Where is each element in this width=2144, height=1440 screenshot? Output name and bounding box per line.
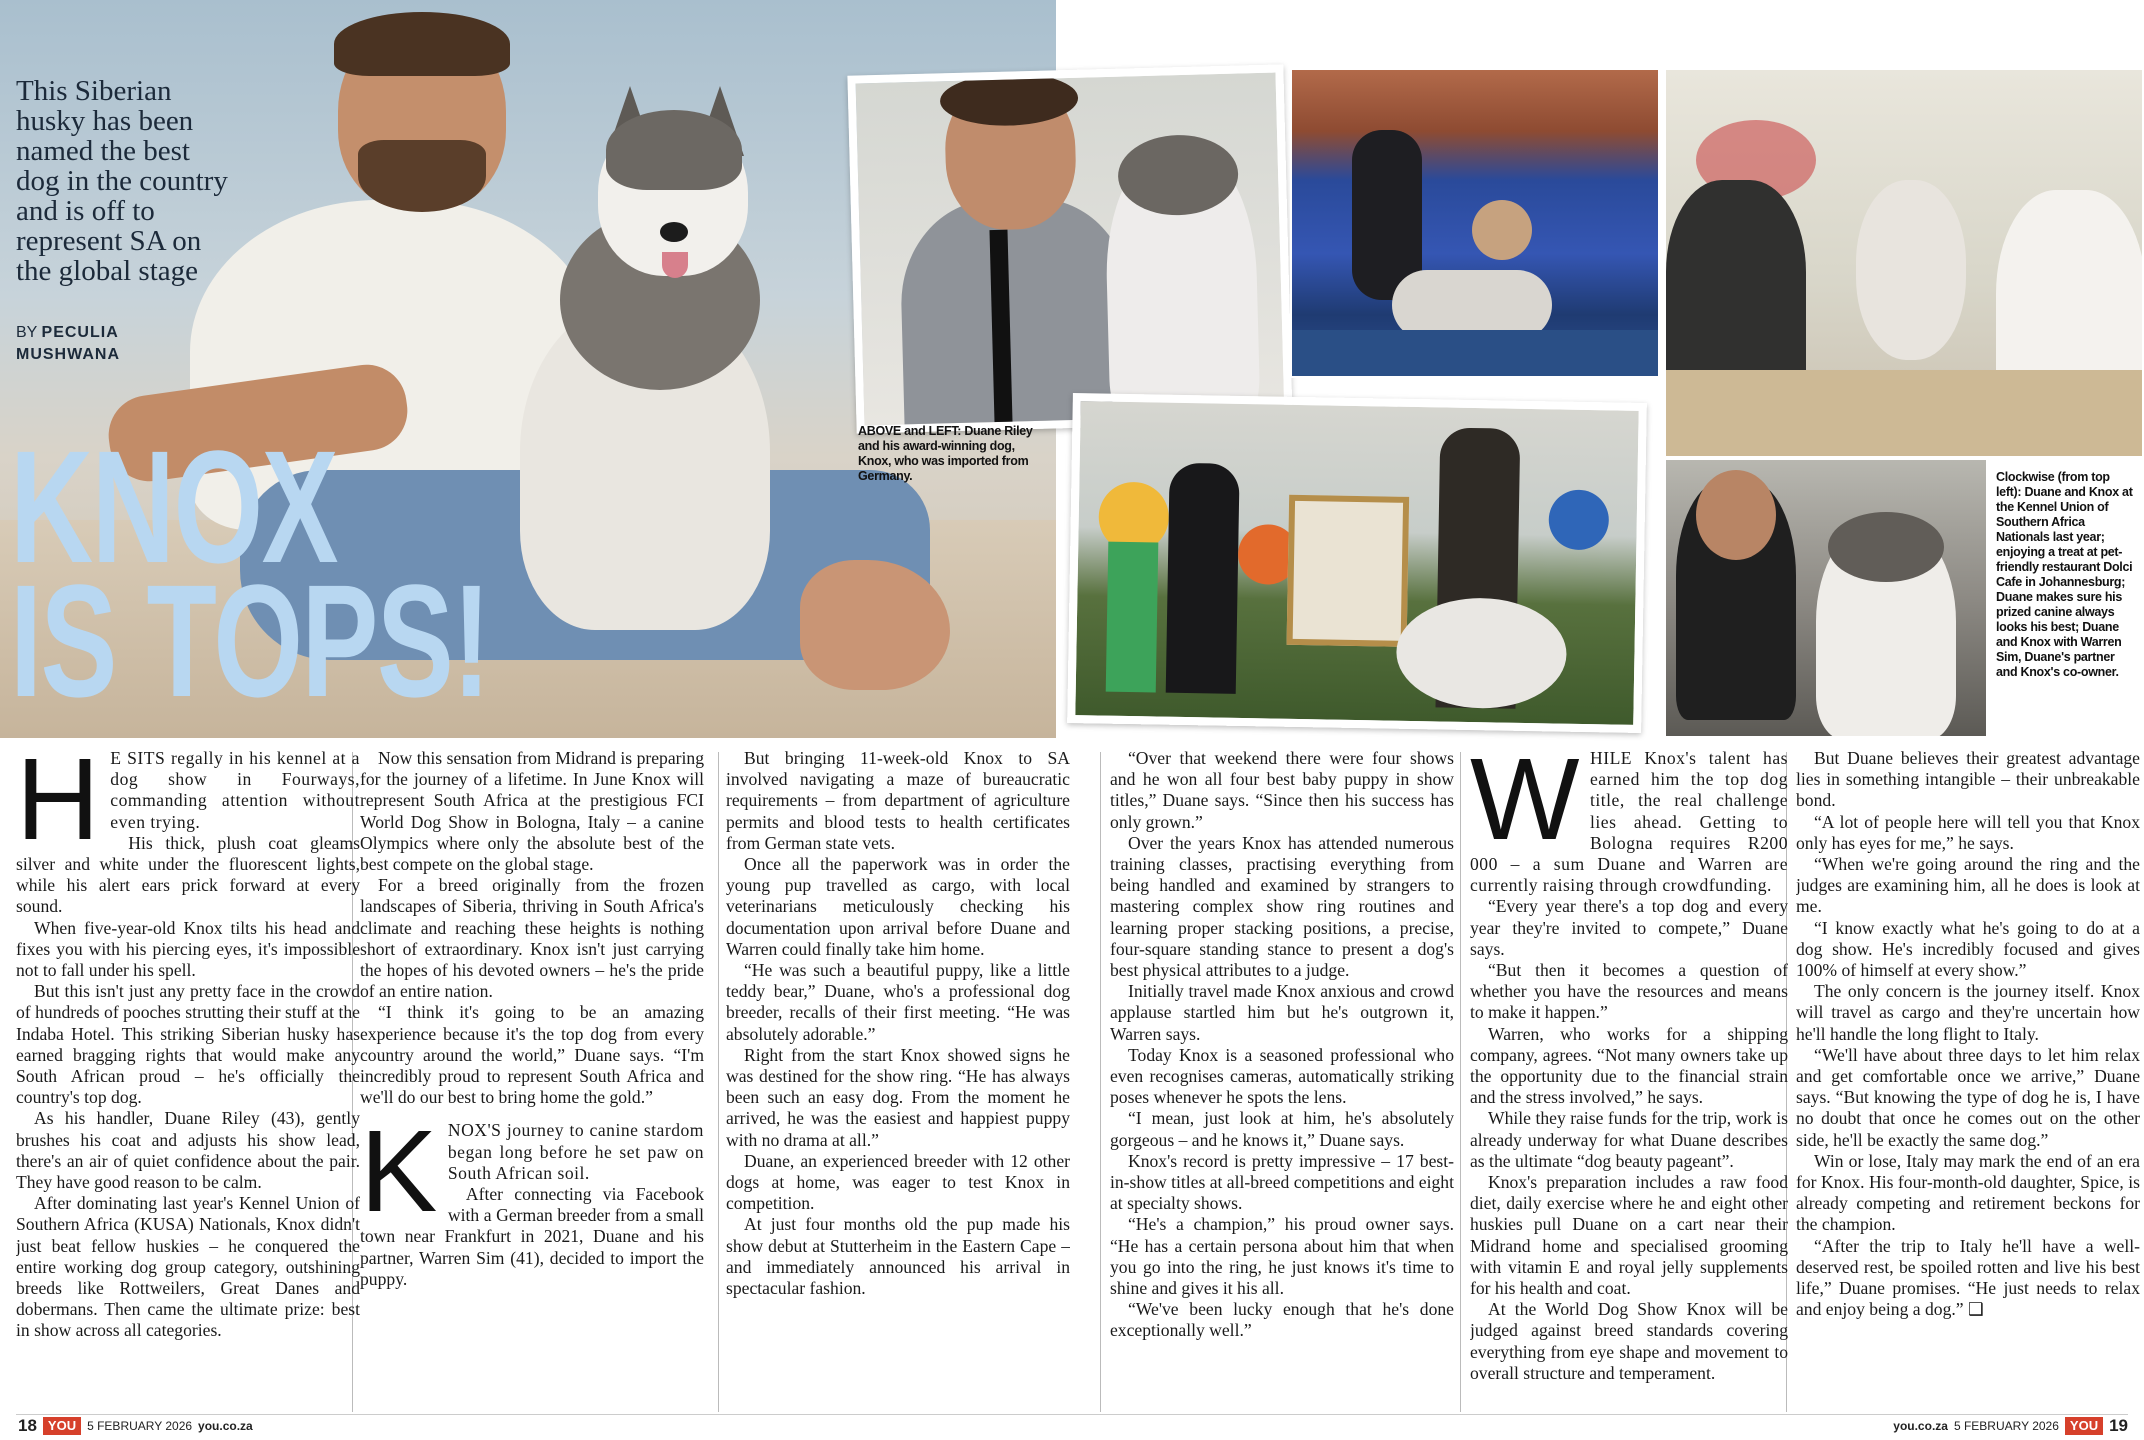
column-rule: [1100, 752, 1101, 1412]
page-number: 18: [18, 1416, 37, 1435]
article-paragraph: “But then it becomes a question of whether you have the resources and means to make it happen.”: [1470, 960, 1788, 1023]
article-paragraph: Today Knox is a seasoned professional who even recognises cameras, automatically striking poses whenever he spots the lens.: [1110, 1044, 1454, 1108]
article-paragraph: But this isn't just any pretty face in the crowd of hundreds of pooches strutting their stuff at the Indaba Hotel. This striking Siberian husky has earned bragging rights that would make any South African proud – he's officially the country's top dog.: [16, 981, 360, 1108]
site-url: you.co.za: [1893, 1419, 1948, 1433]
column-rule: [1460, 752, 1461, 1412]
article-paragraph: Over the years Knox has attended numerous training classes, practising everything from being handled and examined by strangers to mastering complex show ring routines and learning proper stacking positions, a precise, four-square standing stance to present a dog's best physical attributes to a judge.: [1110, 832, 1454, 981]
article-paragraph: Once all the paperwork was in order the young pup travelled as cargo, with local veterinarians meticulously checking his documentation upon arrival before Duane and Warren could finally take him home.: [726, 854, 1070, 959]
article-paragraph: For a breed originally from the frozen landscapes of Siberia, thriving in South Africa's climate and reaching these heights is nothing short of extraordinary. Knox isn't just carrying the hopes of his devoted owners – he's the pride of an entire nation.: [360, 875, 704, 1002]
brand-tag: YOU: [2065, 1417, 2103, 1435]
article-paragraph: “He's a champion,” his proud owner says. “He has a certain persona about him that when you go into the ring, he just knows it's time to shine and gives it his all.: [1110, 1214, 1454, 1299]
article-paragraph: After connecting via Facebook with a German breeder from a small town near Frankfurt in 2021, Duane and his partner, Warren Sim (41), decided to import the puppy.: [360, 1184, 704, 1289]
article-column-3: [726, 748, 1070, 1412]
article-paragraph: Win or lose, Italy may mark the end of an era for Knox. His four-month-old daughter, Spice, is already competing and retirement beckons for the champion.: [1796, 1150, 2140, 1235]
article-column-6: [1796, 748, 2140, 1412]
article-paragraph: KNOX'S journey to canine stardom began long before he set paw on South African soil.: [360, 1106, 704, 1237]
site-url: you.co.za: [198, 1419, 253, 1433]
column-rule: [718, 752, 719, 1412]
article-paragraph: While they raise funds for the trip, work is already underway for what Duane describes as the ultimate “dog beauty pageant”.: [1470, 1108, 1788, 1171]
issue-date: 5 FEBRUARY 2026: [1953, 1419, 2059, 1433]
drop-cap: K: [360, 1106, 438, 1237]
article-paragraph: “I mean, just look at him, he's absolutely gorgeous – and he knows it,” Duane says.: [1110, 1108, 1454, 1150]
article-paragraph: But bringing 11-week-old Knox to SA involved navigating a maze of bureaucratic requirements – from department of agriculture permits and blood tests to health certificates from German state vets.: [726, 748, 1070, 853]
headline-line-2: IS TOPS!: [10, 551, 490, 730]
photo-caption-left: ABOVE and LEFT: Duane Riley and his award-winning dog, Knox, who was imported from Germany.: [858, 424, 1033, 483]
article-paragraph: H E SITS regally in his kennel at a dog show in Fourways, commanding attention without even trying.: [16, 748, 360, 864]
article-paragraph: His thick, plush coat gleams silver and white under the fluorescent lights, while his alert ears prick forward at every sound.: [16, 832, 360, 917]
article-paragraph: As his handler, Duane Riley (43), gently brushes his coat and adjusts his show lead, there's an air of quiet confidence about the pair. They have good reason to be calm.: [16, 1108, 360, 1193]
article-paragraph: Right from the start Knox showed signs he was destined for the show ring. “He has always been such an easy dog. From the moment he arrived, he was the easiest and happiest puppy with no drama at all.”: [726, 1044, 1070, 1150]
photo-dolci-cafe: [1664, 68, 2144, 458]
page-number: 19: [2109, 1416, 2128, 1435]
article-paragraph: Now this sensation from Midrand is preparing for the journey of a lifetime. In June Knox will represent South Africa at the prestigious FCI World Dog Show in Bologna, Italy – a canine Olympics where only the absolute best of the best compete on the global stage.: [360, 748, 704, 875]
article-column-5: [1470, 748, 1788, 1412]
article-paragraph: “A lot of people here will tell you that Knox only has eyes for me,” he says.: [1796, 811, 2140, 853]
brand-tag: YOU: [43, 1417, 81, 1435]
photo-portrait-duane-knox: [847, 64, 1292, 433]
photo-rosettes: [1067, 393, 1647, 733]
issue-date: 5 FEBRUARY 2026: [87, 1419, 193, 1433]
article-paragraph: Duane, an experienced breeder with 12 other dogs at home, was eager to test Knox in competition.: [726, 1150, 1070, 1214]
footer-left: [18, 1416, 253, 1436]
byline-prefix: BY: [16, 324, 38, 341]
article-paragraph: Initially travel made Knox anxious and crowd applause startled him but he's outgrown it, Warren says.: [1110, 981, 1454, 1044]
footer-right: [1893, 1416, 2128, 1436]
article-paragraph: “I know exactly what he's going to do at a dog show. He's incredibly focused and gives 100% of himself at every show.”: [1796, 917, 2140, 981]
photo-grooming: [1664, 458, 1988, 738]
article-paragraph: “He was such a beautiful puppy, like a little teddy bear,” Duane, who's a professional dog breeder, recalls of their first meeting. “He was absolutely adorable.”: [726, 960, 1070, 1044]
article-paragraph: “We've been lucky enough that he's done exceptionally well.”: [1110, 1299, 1454, 1341]
article-paragraph: When five-year-old Knox tilts his head and fixes you with his piercing eyes, it's impossible not to fall under his spell.: [16, 917, 360, 981]
article-paragraph: “Every year there's a top dog and every year they're invited to compete,” Duane says.: [1470, 896, 1788, 959]
headline: [10, 417, 490, 730]
drop-cap: W: [1470, 748, 1580, 864]
byline-author: PECULIA MUSHWANA: [16, 324, 120, 363]
article-paragraph: “We'll have about three days to let him relax and get comfortable once we arrive,” Duane says. “But knowing the type of dog he is, I have no doubt that once he comes out on the other side, he'll be exactly the same dog.”: [1796, 1044, 2140, 1150]
article-paragraph: “I think it's going to be an amazing experience because it's the top dog from every country around the world,” Duane says. “I'm incredibly proud to represent South Africa and we'll do our best to bring home the gold.”: [360, 1002, 704, 1108]
article-paragraph: “After the trip to Italy he'll have a well-deserved rest, be spoiled rotten and live his best life,” Duane promises. “He just needs to relax and enjoy being a dog.” ❑: [1796, 1235, 2140, 1320]
article-paragraph: After dominating last year's Kennel Union of Southern Africa (KUSA) Nationals, Knox didn't just beat fellow huskies – he conquered the entire working dog group category, outshining breeds like Rottweilers, Great Danes and dobermans. Then came the ultimate prize: best in show across all categories.: [16, 1193, 360, 1341]
article-paragraph: Knox's record is pretty impressive – 17 best-in-show titles at all-breed competitions and eight at specialty shows.: [1110, 1150, 1454, 1214]
article-paragraph: Warren, who works for a shipping company, agrees. “Not many owners take up the opportunity due to the financial strain and the stress involved,” he says.: [1470, 1023, 1788, 1108]
photo-caption-right: Clockwise (from top left): Duane and Knox at the Kennel Union of Southern Africa Nationals last year; enjoying a treat at pet-friendly restaurant Dolci Cafe in Johannesburg; Duane makes sure his prized canine always looks his best; Duane and Knox with Warren Sim, Duane's partner and Knox's co-owner.: [1996, 470, 2133, 679]
photo-show-ring: [1290, 68, 1660, 378]
headline-line-1: KNOX: [10, 417, 338, 596]
article-paragraph: At just four months old the pup made his show debut at Stutterheim in the Eastern Cape – and immediately announced his arrival in spectacular fashion.: [726, 1214, 1070, 1299]
article-paragraph: “When we're going around the ring and the judges are examining him, all he does is look at me.: [1796, 854, 2140, 917]
article-paragraph: At the World Dog Show Knox will be judged against breed standards covering everything from eye shape and movement to overall structure and temperament.: [1470, 1299, 1788, 1383]
drop-cap: H: [16, 748, 101, 864]
footer-rule: [16, 1414, 2128, 1415]
article-paragraph: Knox's preparation includes a raw food diet, daily exercise where he and eight other huskies pull Duane on a cart near their Midrand home and specialised grooming with vitamin E and royal jelly supplements for his health and coat.: [1470, 1172, 1788, 1299]
article-column-1: [16, 748, 360, 1412]
article-paragraph: “Over that weekend there were four shows and he won all four best baby puppy in show titles,” Duane says. “Since then his success has only grown.”: [1110, 748, 1454, 832]
article-column-2: [360, 748, 704, 1412]
article-paragraph: WHILE Knox's talent has earned him the top dog title, the real challenge lies ahead. Getting to Bologna requires R200 000 – a sum Duane and Warren are currently raising through crowdfunding.: [1470, 748, 1788, 896]
article-paragraph: But Duane believes their greatest advantage lies in something intangible – their unbreakable bond.: [1796, 748, 2140, 811]
article-paragraph: The only concern is the journey itself. Knox will travel as cargo and they're uncertain how he'll handle the long flight to Italy.: [1796, 981, 2140, 1044]
standfirst: This Siberian husky has been named the best dog in the country and is off to represent SA on the global stage: [16, 75, 228, 287]
byline: [16, 322, 216, 366]
article-column-4: [1110, 748, 1454, 1412]
